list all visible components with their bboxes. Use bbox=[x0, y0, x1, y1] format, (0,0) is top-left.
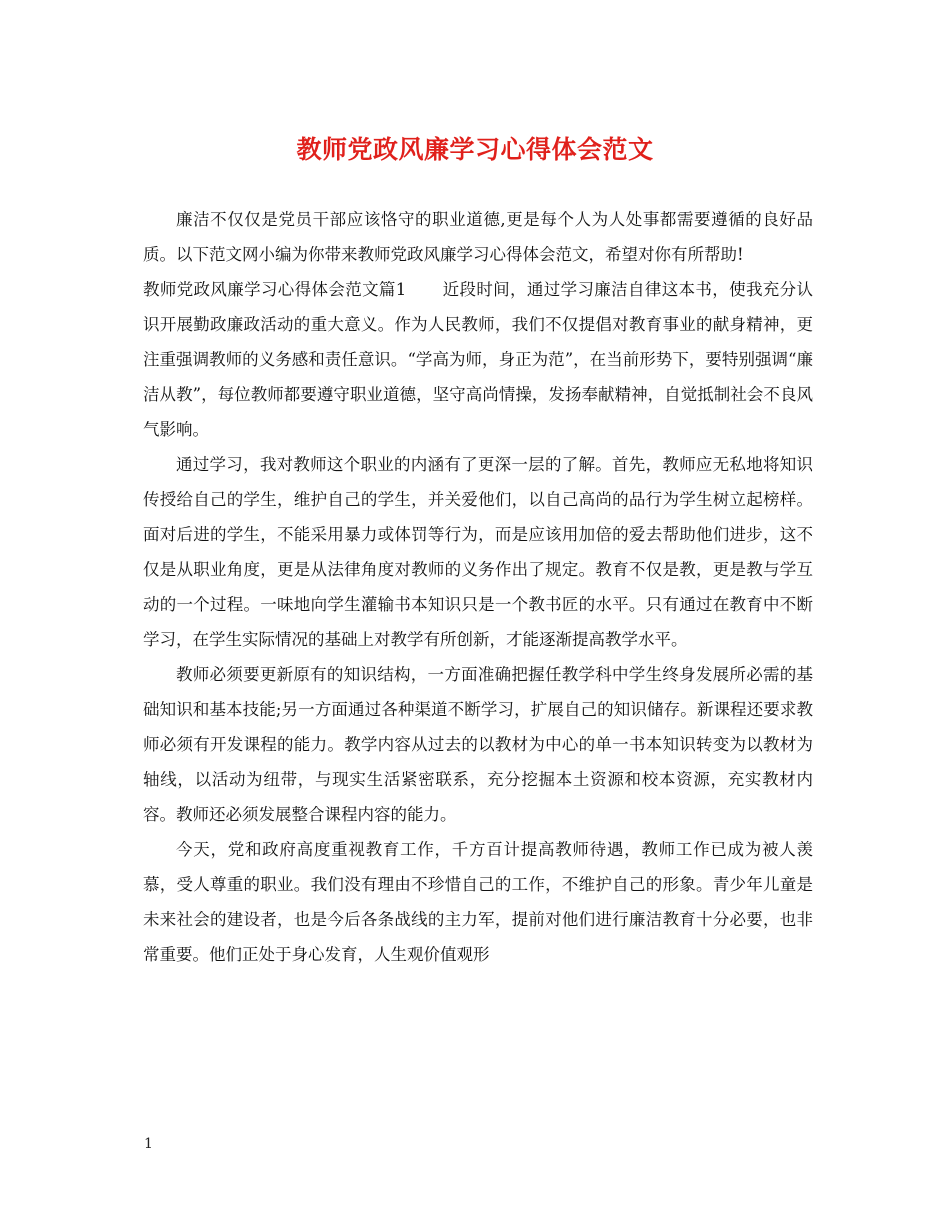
section-paragraph bbox=[143, 272, 813, 447]
intro-paragraph: 廉洁不仅仅是党员干部应该恪守的职业道德,更是每个人为人处事都需要遵循的良好品质。以下范文网小编为你带来教师党政风廉学习心得体会范文，希望对你有所帮助! bbox=[143, 210, 813, 264]
section-heading: 教师党政风廉学习心得体会范文篇1 bbox=[143, 280, 407, 299]
document-body bbox=[143, 202, 813, 972]
section-first-paragraph-text: 近段时间，通过学习廉洁自律这本书，使我充分认识开展勤政廉政活动的重大意义。作为人民教师，我们不仅提倡对教育事业的献身精神，更注重强调教师的义务感和责任意识。“学高为师，身正为范”，在当前形势下，要特别强调“廉洁从教”，每位教师都要遵守职业道德，坚守高尚情操，发扬奉献精神，自觉抵制社会不良风气影响。 bbox=[143, 280, 814, 439]
body-paragraph: 通过学习，我对教师这个职业的内涵有了更深一层的了解。首先，教师应无私地将知识传授给自己的学生，维护自己的学生，并关爱他们，以自己高尚的品行为学生树立起榜样。面对后进的学生，不能采用暴力或体罚等行为，而是应该用加倍的爱去帮助他们进步，这不仅是从职业角度，更是从法律角度对教师的义务作出了规定。教育不仅是教，更是教与学互动的一个过程。一味地向学生灌输书本知识只是一个教书匠的水平。只有通过在教育中不断学习，在学生实际情况的基础上对教学有所创新，才能逐渐提高教学水平。 bbox=[143, 455, 813, 649]
body-paragraph: 教师必须要更新原有的知识结构，一方面准确把握任教学科中学生终身发展所必需的基础知识和基本技能;另一方面通过各种渠道不断学习，扩展自己的知识储存。新课程还要求教师必须有开发课程的能力。教学内容从过去的以教材为中心的单一书本知识转变为以教材为轴线，以活动为纽带，与现实生活紧密联系，充分挖掘本土资源和校本资源，充实教材内容。教师还必须发展整合课程内容的能力。 bbox=[143, 665, 813, 824]
body-paragraph: 今天，党和政府高度重视教育工作，千方百计提高教师待遇，教师工作已成为被人羡慕，受人尊重的职业。我们没有理由不珍惜自己的工作，不维护自己的形象。青少年儿童是未来社会的建设者，也是今后各条战线的主力军，提前对他们进行廉洁教育十分必要，也非常重要。他们正处于身心发育，人生观价值观形 bbox=[143, 840, 813, 964]
document-title: 教师党政风廉学习心得体会范文 bbox=[296, 135, 654, 164]
page-number: 1 bbox=[144, 1136, 153, 1152]
